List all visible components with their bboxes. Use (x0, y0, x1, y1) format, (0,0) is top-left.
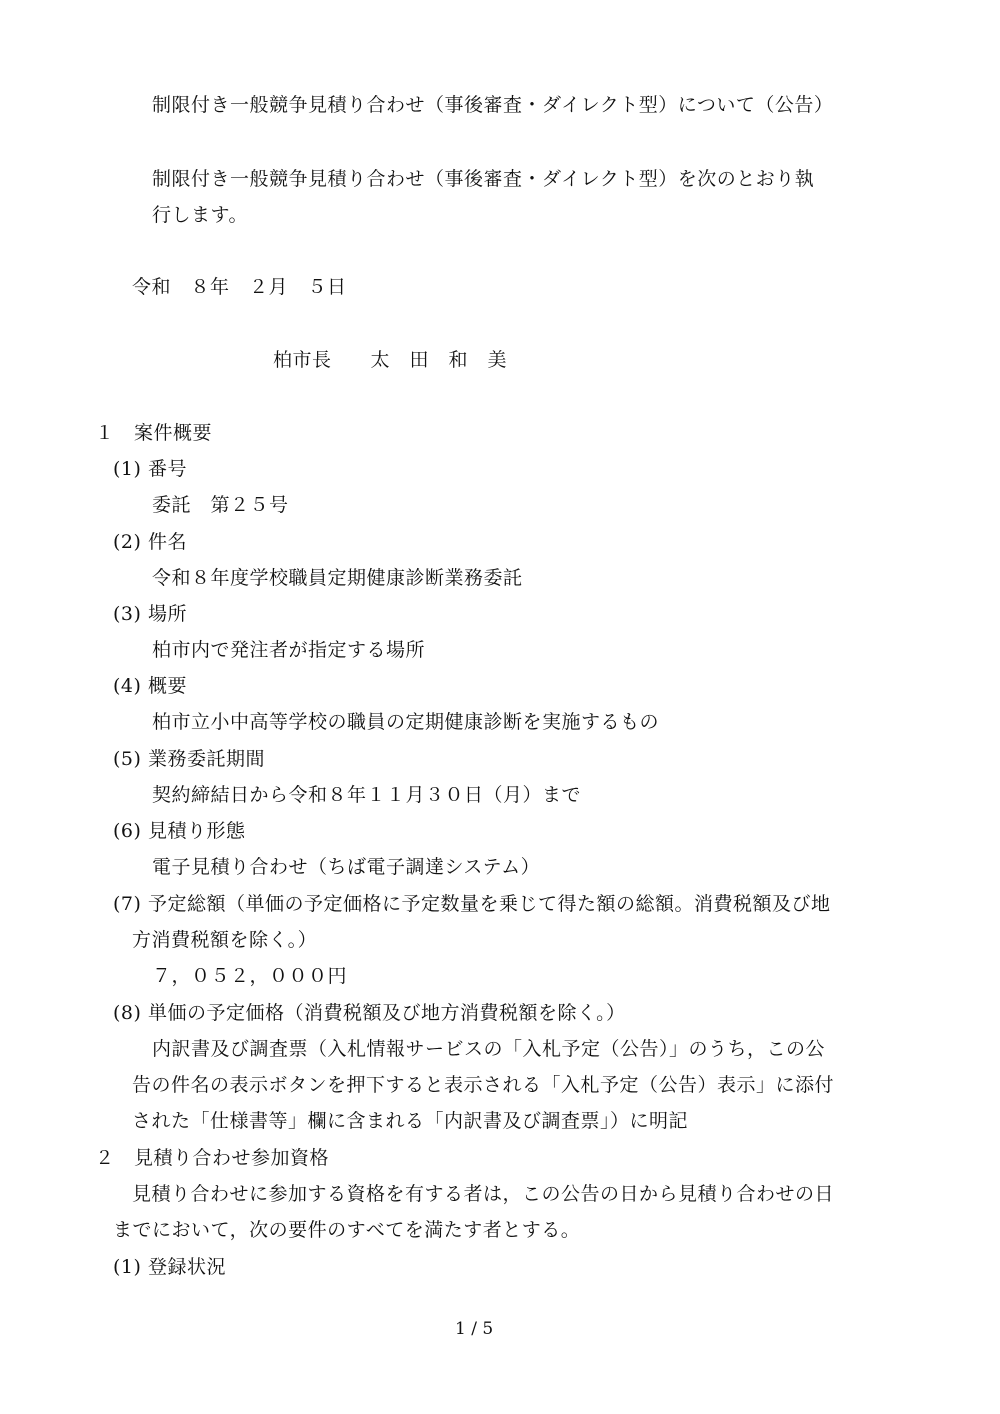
item-label: (3) 場所 (113, 603, 187, 625)
item-value: 柏市立小中高等学校の職員の定期健康診断を実施するもの (152, 711, 660, 733)
item-value: された「仕様書等」欄に含まれる「内訳書及び調査票」）に明記 (132, 1110, 689, 1132)
item-value: ７，０５２，０００円 (152, 965, 348, 987)
page-number: 1 / 5 (455, 1319, 494, 1339)
section-heading: ２ 見積り合わせ参加資格 (95, 1147, 330, 1169)
document-title: 制限付き一般競争見積り合わせ（事後審査・ダイレクト型）について（公告） (152, 94, 834, 116)
item-value: 内訳書及び調査票（入札情報サービスの「入札予定（公告）」のうち，この公 (152, 1038, 826, 1060)
item-label: (7) 予定総額（単価の予定価格に予定数量を乗じて得た額の総額。消費税額及び地 (113, 893, 831, 915)
item-label: (4) 概要 (113, 675, 187, 697)
item-value: 柏市内で発注者が指定する場所 (152, 639, 426, 661)
issue-date: 令和 ８年 ２月 ５日 (132, 276, 347, 298)
item-value: 委託 第２５号 (152, 494, 289, 516)
paragraph-line: 見積り合わせに参加する資格を有する者は，この公告の日から見積り合わせの日 (132, 1183, 835, 1205)
item-label: (1) 番号 (113, 458, 187, 480)
item-label: (8) 単価の予定価格（消費税額及び地方消費税額を除く。） (113, 1002, 626, 1024)
item-label: (2) 件名 (113, 531, 187, 553)
item-value: 令和８年度学校職員定期健康診断業務委託 (152, 567, 523, 589)
section-heading: １ 案件概要 (95, 422, 213, 444)
item-value: 電子見積り合わせ（ちば電子調達システム） (152, 856, 541, 878)
issuer-name: 柏市長 太 田 和 美 (273, 349, 508, 371)
item-label: (5) 業務委託期間 (113, 748, 265, 770)
item-label: (1) 登録状況 (113, 1256, 226, 1278)
item-label-continued: 方消費税額を除く。） (132, 929, 318, 951)
item-label: (6) 見積り形態 (113, 820, 246, 842)
item-value: 告の件名の表示ボタンを押下すると表示される「入札予定（公告）表示」に添付 (132, 1074, 835, 1096)
item-value: 契約締結日から令和８年１１月３０日（月）まで (152, 784, 582, 806)
intro-text-line1: 制限付き一般競争見積り合わせ（事後審査・ダイレクト型）を次のとおり執 (152, 168, 815, 190)
intro-text-line2: 行します。 (152, 204, 248, 226)
paragraph-line: までにおいて，次の要件のすべてを満たす者とする。 (113, 1219, 581, 1241)
